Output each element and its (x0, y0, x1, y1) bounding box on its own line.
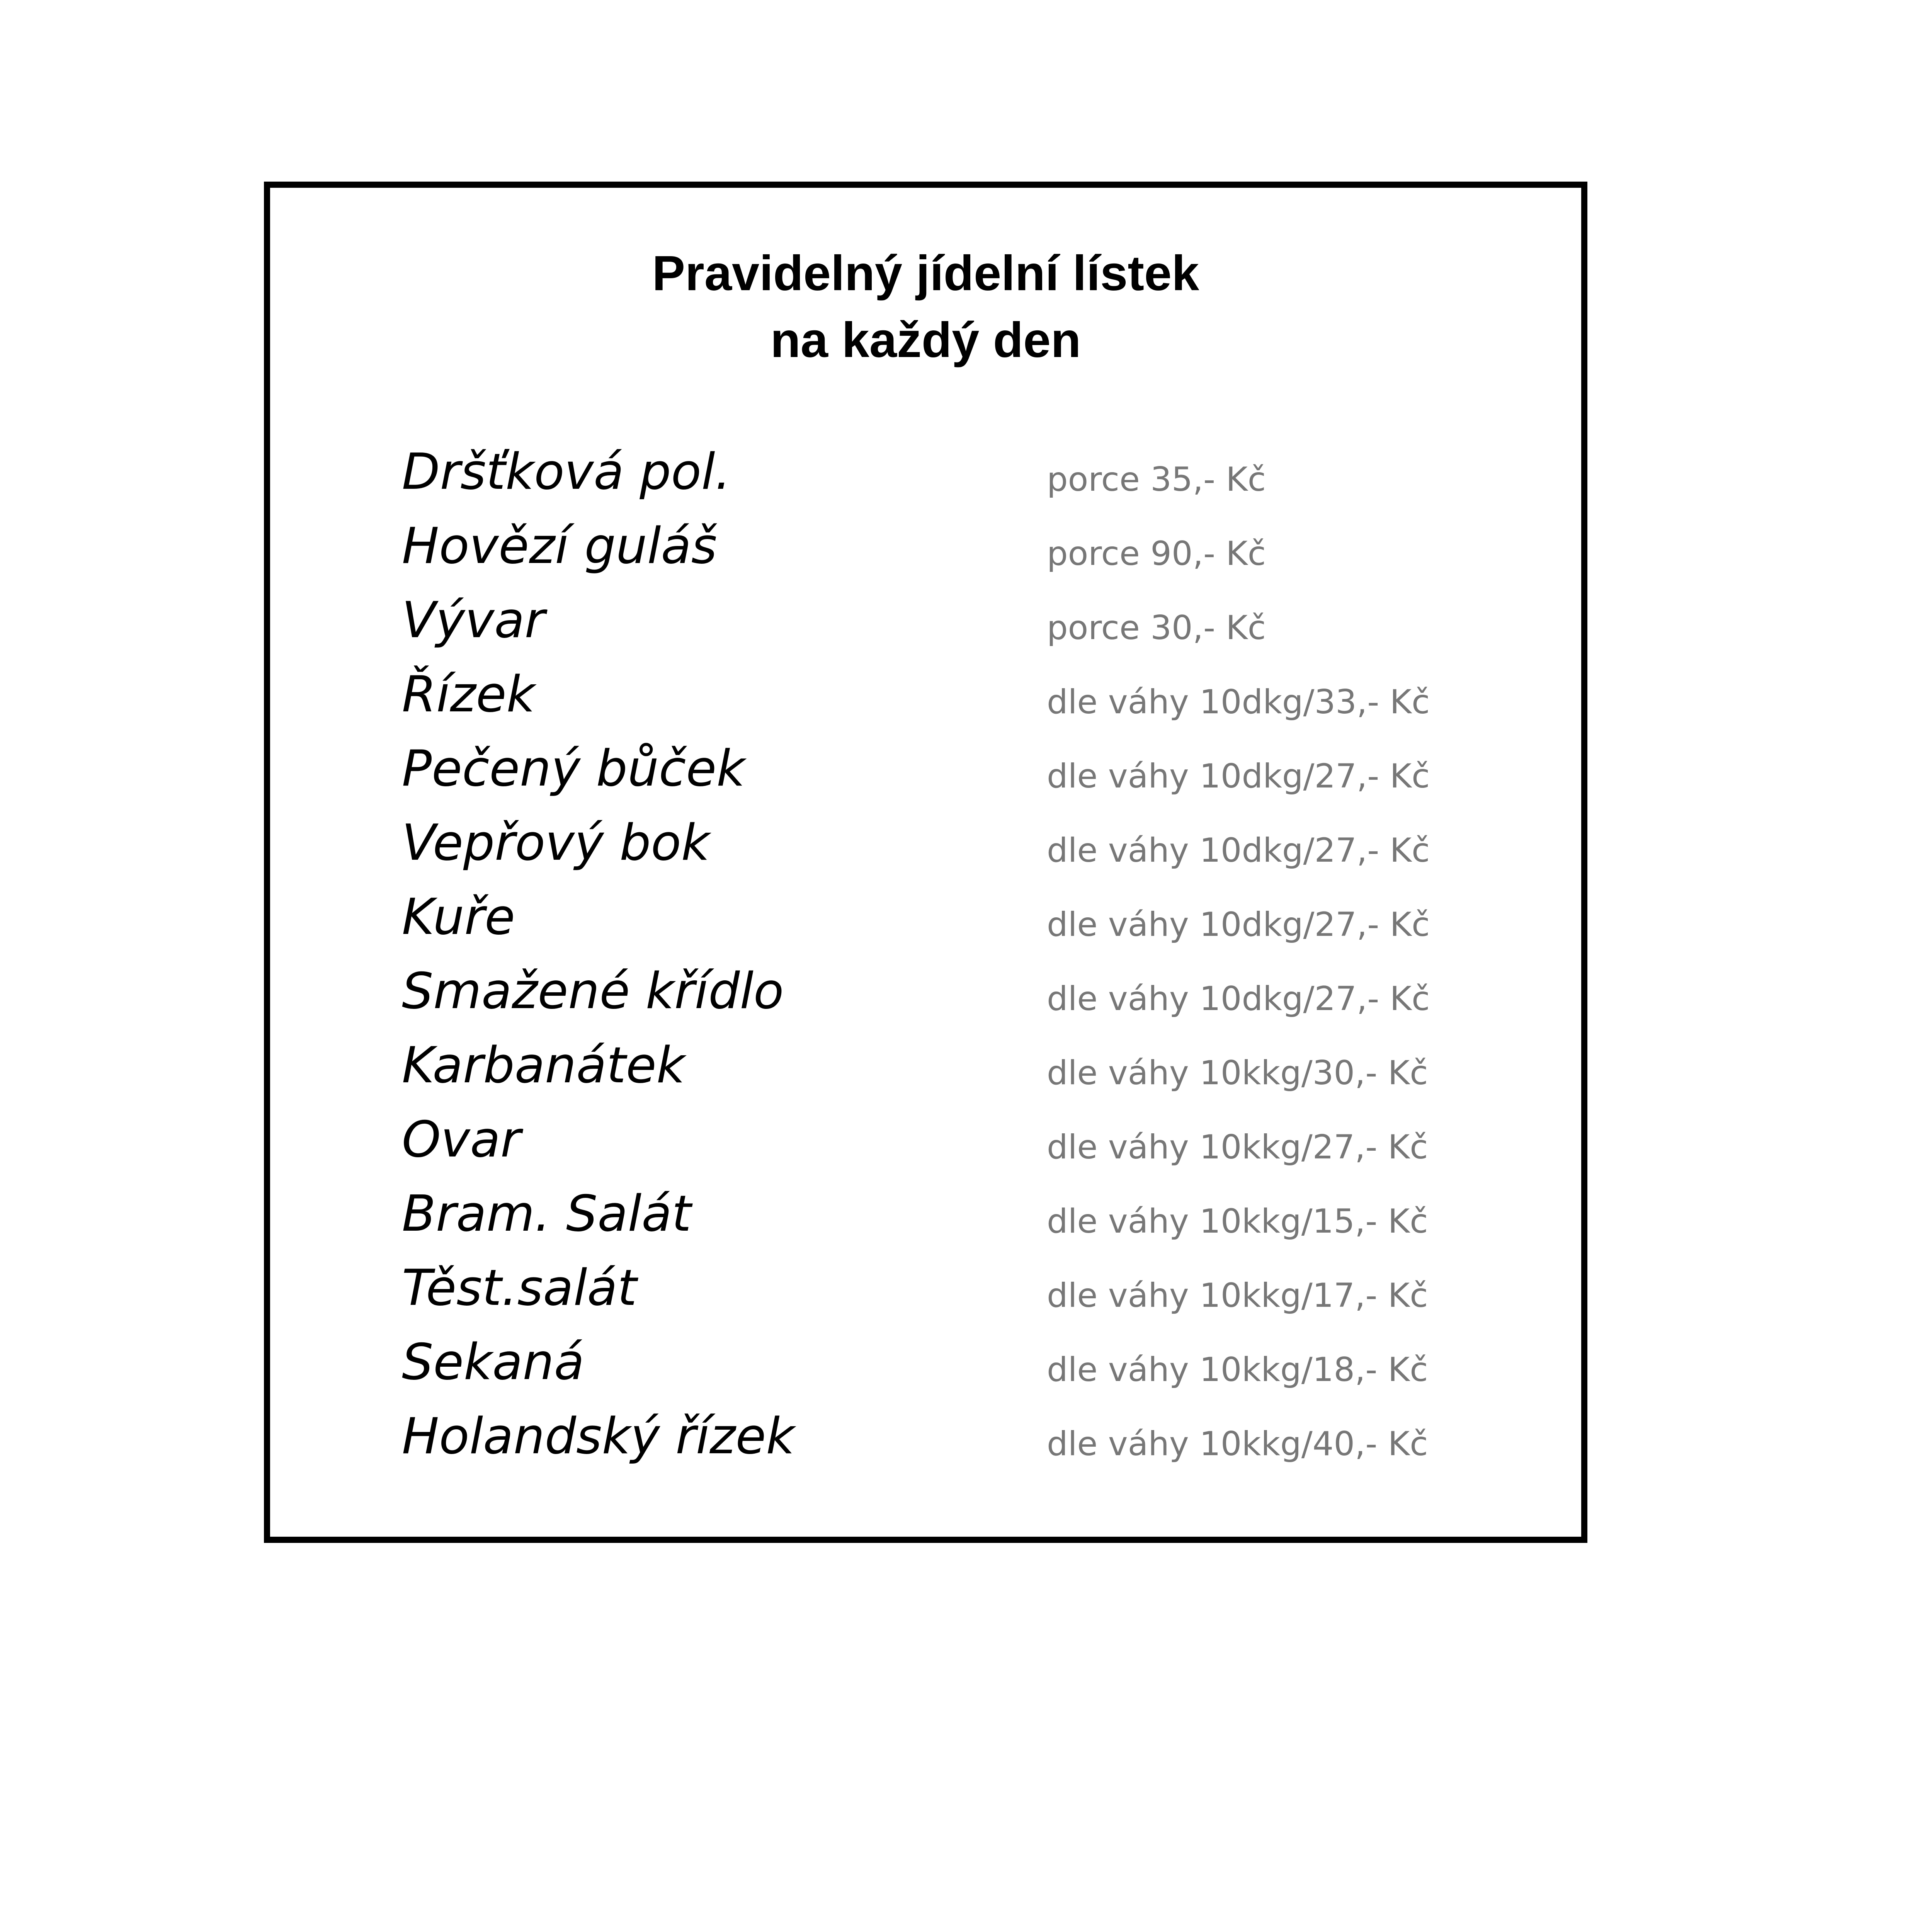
menu-item (270, 1325, 1581, 1400)
menu-item-name: Vývar (402, 592, 545, 649)
menu-title-line-1: Pravidelný jídelní lístek (652, 246, 1199, 301)
menu-item-name: Řízek (402, 666, 535, 723)
menu-item-list (270, 435, 1581, 1474)
menu-item (270, 658, 1581, 732)
menu-item-price: dle váhy 10dkg/27,- Kč (1047, 831, 1430, 870)
menu-item-name: Těst.salát (402, 1259, 637, 1317)
menu-item (270, 1251, 1581, 1325)
menu-item-name: Pečený bůček (402, 740, 745, 798)
menu-title (270, 240, 1581, 374)
menu-item (270, 583, 1581, 658)
menu-item-price: dle váhy 10kkg/15,- Kč (1047, 1202, 1428, 1241)
menu-item-name: Bram. Salát (402, 1185, 691, 1243)
menu-item-price: dle váhy 10kkg/18,- Kč (1047, 1350, 1428, 1389)
menu-item (270, 1029, 1581, 1103)
menu-item-name: Holandský řízek (402, 1408, 795, 1465)
menu-item-price: dle váhy 10kkg/40,- Kč (1047, 1425, 1428, 1463)
menu-item-price: dle váhy 10kkg/17,- Kč (1047, 1276, 1428, 1315)
menu-item-price: dle váhy 10kkg/30,- Kč (1047, 1054, 1428, 1092)
menu-title-line-2: na každý den (770, 313, 1081, 368)
menu-item-name: Hovězí guláš (402, 517, 717, 575)
menu-item (270, 509, 1581, 583)
menu-item-name: Ovar (402, 1111, 521, 1168)
menu-item (270, 954, 1581, 1029)
menu-item-price: dle váhy 10dkg/27,- Kč (1047, 980, 1430, 1018)
menu-item-price: porce 90,- Kč (1047, 534, 1266, 573)
menu-item (270, 1400, 1581, 1474)
menu-item (270, 806, 1581, 880)
menu-item (270, 732, 1581, 806)
menu-item-name: Kuře (402, 888, 515, 946)
menu-item-name: Smažené křídlo (402, 963, 784, 1020)
menu-item-name: Dršťková pol. (402, 443, 731, 501)
menu-item-price: dle váhy 10dkg/33,- Kč (1047, 683, 1430, 721)
menu-item (270, 1177, 1581, 1251)
menu-item-price: dle váhy 10dkg/27,- Kč (1047, 905, 1430, 944)
menu-item-price: dle váhy 10kkg/27,- Kč (1047, 1128, 1428, 1167)
menu-item (270, 880, 1581, 954)
menu-item (270, 1103, 1581, 1177)
menu-item-price: dle váhy 10dkg/27,- Kč (1047, 757, 1430, 796)
menu-item-price: porce 35,- Kč (1047, 460, 1266, 499)
menu-item-price: porce 30,- Kč (1047, 609, 1266, 647)
menu-item-name: Sekaná (402, 1333, 585, 1391)
menu-frame (264, 182, 1587, 1543)
menu-item-name: Karbanátek (402, 1037, 685, 1094)
menu-item-name: Vepřový bok (402, 814, 710, 872)
menu-item (270, 435, 1581, 509)
